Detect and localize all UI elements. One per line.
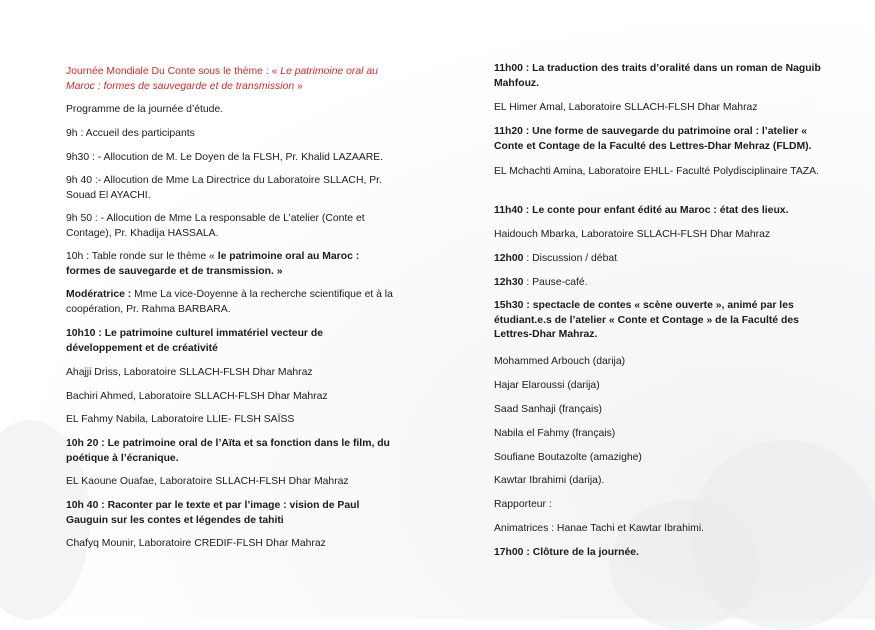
agenda-item: 9h 50 : - Allocution de Mme La responsable de L’atelier (Conte et Contage), Pr. Khadija HASSALA. xyxy=(66,213,365,239)
agenda-item: 9h : Accueil des participants xyxy=(66,128,195,139)
participant: Haidouch Mbarka, Laboratoire SLLACH-FLSH Dhar Mahraz xyxy=(494,229,771,240)
agenda-item: 12h30 : Pause-café. xyxy=(494,277,588,288)
participant: Ahajji Driss, Laboratoire SLLACH-FLSH Dhar Mahraz xyxy=(66,367,313,378)
agenda-item: 10h 40 : Raconter par le texte et par l’image : vision de Paul Gauguin sur les contes et légendes de tahiti xyxy=(66,500,360,526)
storyteller: Nabila el Fahmy (français) xyxy=(494,428,616,439)
participant: Bachiri Ahmed, Laboratoire SLLACH-FLSH Dhar Mahraz xyxy=(66,391,328,402)
agenda-item: 9h 40 :- Allocution de Mme La Directrice du Laboratoire SLLACH, Pr. Souad El AYACHI. xyxy=(66,175,382,201)
event-title: Journée Mondiale Du Conte sous le thème : « Le patrimoine oral au Maroc : formes de sauvegarde et de transmission » xyxy=(66,66,378,92)
participant: Chafyq Mounir, Laboratoire CREDIF-FLSH Dhar Mahraz xyxy=(66,538,326,549)
storyteller: Saad Sanhaji (français) xyxy=(494,404,603,415)
participant: EL Fahmy Nabila, Laboratoire LLIE- FLSH SAÏSS xyxy=(66,414,295,425)
agenda-item: 15h30 : spectacle de contes « scène ouverte », animé par les étudiant.e.s de l’atelier « Conte et Contage » de la Faculté des Lettres-Dhar Mahraz. xyxy=(494,300,799,341)
animatrices-line: Animatrices : Hanae Tachi et Kawtar Ibrahimi. xyxy=(494,523,705,534)
agenda-item: 12h00 : Discussion / débat xyxy=(494,253,618,264)
agenda-item: 10h 20 : Le patrimoine oral de l’Aïta et sa fonction dans le film, du poétique à l’écranique. xyxy=(66,438,390,464)
storyteller: Hajar Elaroussi (darija) xyxy=(494,380,600,391)
programme-heading: Programme de la journée d’étude. xyxy=(66,104,224,115)
storyteller: Kawtar Ibrahimi (darija). xyxy=(494,475,605,486)
agenda-item: 10h10 : Le patrimoine culturel immatériel vecteur de développement et de créativité xyxy=(66,328,323,354)
agenda-item: 9h30 : - Allocution de M. Le Doyen de la FLSH, Pr. Khalid LAZAARE. xyxy=(66,152,384,163)
agenda-item: 17h00 : Clôture de la journée. xyxy=(494,547,639,558)
agenda-item: 11h40 : Le conte pour enfant édité au Maroc : état des lieux. xyxy=(494,205,789,216)
agenda-item: 11h00 : La traduction des traits d’oralité dans un roman de Naguib Mahfouz. xyxy=(494,63,821,89)
rapporteur-line: Rapporteur : xyxy=(494,499,552,510)
moderator-line: Modératrice : Mme La vice-Doyenne à la recherche scientifique et à la coopération, Pr. Rahma BARBARA. xyxy=(66,289,393,315)
agenda-item: 11h20 : Une forme de sauvegarde du patrimoine oral : l’atelier « Conte et Contage de la Faculté des Lettres-Dhar Mehraz (FLDM). xyxy=(494,126,812,152)
participant: EL Kaoune Ouafae, Laboratoire SLLACH-FLSH Dhar Mahraz xyxy=(66,476,349,487)
storyteller: Soufiane Boutazolte (amazighe) xyxy=(494,452,642,463)
background-petal xyxy=(610,500,760,630)
participant: EL Himer Amal, Laboratoire SLLACH-FLSH Dhar Mahraz xyxy=(494,102,758,113)
agenda-item: 10h : Table ronde sur le thème « le patrimoine oral au Maroc : formes de sauvegarde et de transmission. » xyxy=(66,251,360,277)
storyteller: Mohammed Arbouch (darija) xyxy=(494,356,626,367)
participant: EL Mchachti Amina, Laboratoire EHLL- Faculté Polydisciplinaire TAZA. xyxy=(494,166,819,177)
